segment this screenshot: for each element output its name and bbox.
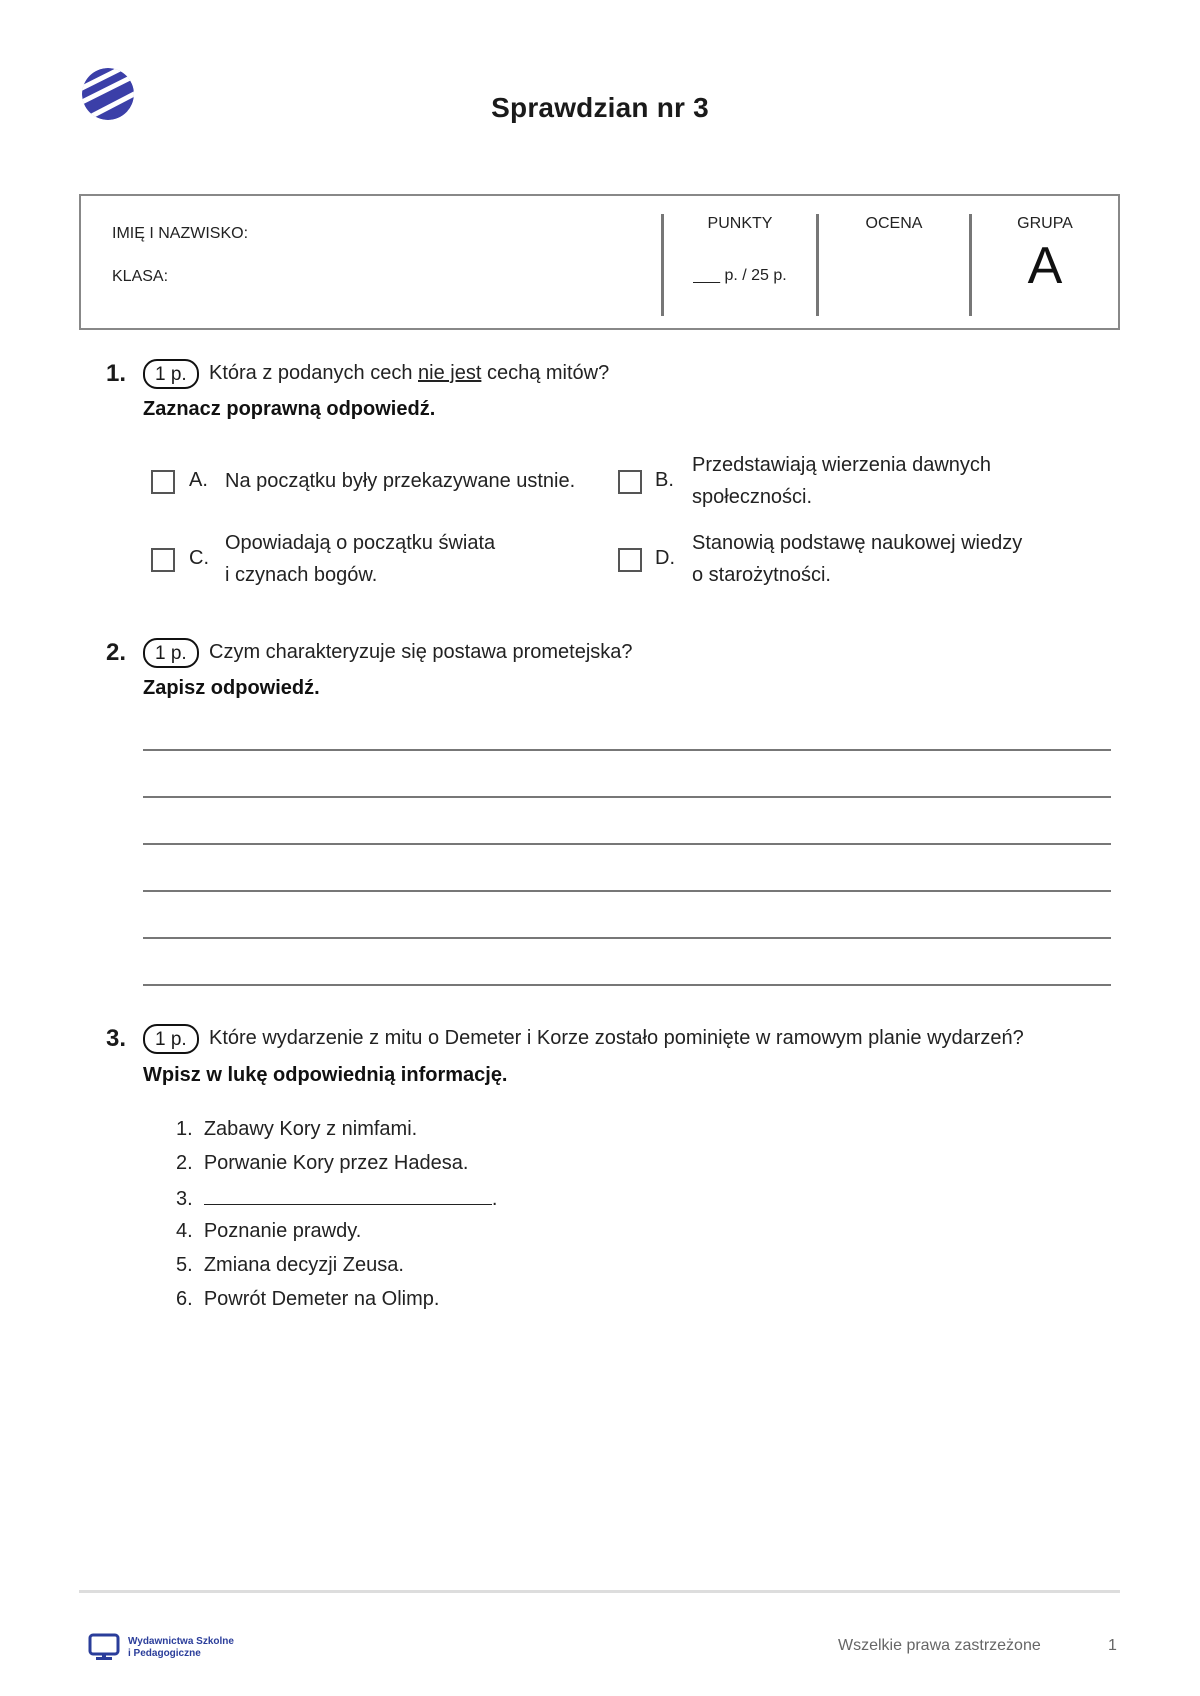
answer-checkbox-c[interactable] xyxy=(151,548,175,572)
page-number: 1 xyxy=(1108,1637,1117,1654)
group-value: A xyxy=(1027,237,1063,295)
option-text: Stanowią podstawę naukowej wiedzy o starożytności. xyxy=(692,532,1023,586)
plan-item: 4. Poznanie prawdy. xyxy=(176,1220,362,1242)
group-label: GRUPA xyxy=(1017,215,1073,232)
answer-line[interactable] xyxy=(143,843,1111,845)
answer-line[interactable] xyxy=(143,937,1111,939)
footer-divider xyxy=(79,1590,1120,1593)
option-letter: C. xyxy=(189,547,209,569)
plan-item: 6. Powrót Demeter na Olimp. xyxy=(176,1288,440,1310)
task1-question: Która z podanych cech nie jest cechą mitów? xyxy=(209,362,610,384)
option-text: Na początku były przekazywane ustnie. xyxy=(225,470,576,492)
option-letter: D. xyxy=(655,547,675,569)
option-letter: A. xyxy=(189,469,208,491)
points-value: ___ p. / 25 p. xyxy=(693,267,787,284)
task-number: 1. xyxy=(106,360,127,387)
task-points-badge: 1 p. xyxy=(143,1024,199,1054)
class-label: KLASA: xyxy=(112,268,169,285)
publisher-monitor-icon xyxy=(88,1632,120,1664)
task3-question: Które wydarzenie z mitu o Demeter i Korze zostało pominięte w ramowym planie wydarzeń? xyxy=(209,1027,1024,1049)
task1-instruction: Zaznacz poprawną odpowiedź. xyxy=(143,398,436,420)
answer-line[interactable] xyxy=(143,796,1111,798)
copyright-notice: Wszelkie prawa zastrzeżone xyxy=(838,1637,1041,1654)
task3-instruction: Wpisz w lukę odpowiednią informację. xyxy=(143,1064,508,1086)
plan-item: 3. . xyxy=(176,1188,498,1210)
plan-item: 5. Zmiana decyzji Zeusa. xyxy=(176,1254,404,1276)
option-text: Przedstawiają wierzenia dawnych społeczności. xyxy=(692,454,992,508)
name-label: IMIĘ I NAZWISKO: xyxy=(112,225,249,242)
answer-checkbox-a[interactable] xyxy=(151,470,175,494)
task2-instruction: Zapisz odpowiedź. xyxy=(143,677,320,699)
task-points-badge: 1 p. xyxy=(143,638,199,668)
task-number: 2. xyxy=(106,639,127,666)
answer-line[interactable] xyxy=(143,749,1111,751)
points-label: PUNKTY xyxy=(707,215,773,232)
answer-line[interactable] xyxy=(143,890,1111,892)
option-text: Opowiadają o początku świata i czynach bogów. xyxy=(225,532,496,586)
plan-item: 2. Porwanie Kory przez Hadesa. xyxy=(176,1152,469,1174)
grade-label: OCENA xyxy=(865,215,923,232)
answer-checkbox-b[interactable] xyxy=(618,470,642,494)
page-title: Sprawdzian nr 3 xyxy=(491,92,709,123)
task2-question: Czym charakteryzuje się postawa prometejska? xyxy=(209,641,633,663)
blank-answer-field[interactable] xyxy=(204,1186,492,1205)
publisher-name: Wydawnictwa Szkolne i Pedagogiczne xyxy=(128,1636,234,1659)
task-points-badge: 1 p. xyxy=(143,359,199,389)
option-letter: B. xyxy=(655,469,674,491)
plan-item: 1. Zabawy Kory z nimfami. xyxy=(176,1118,418,1140)
task-number: 3. xyxy=(106,1025,127,1052)
answer-line[interactable] xyxy=(143,984,1111,986)
answer-checkbox-d[interactable] xyxy=(618,548,642,572)
